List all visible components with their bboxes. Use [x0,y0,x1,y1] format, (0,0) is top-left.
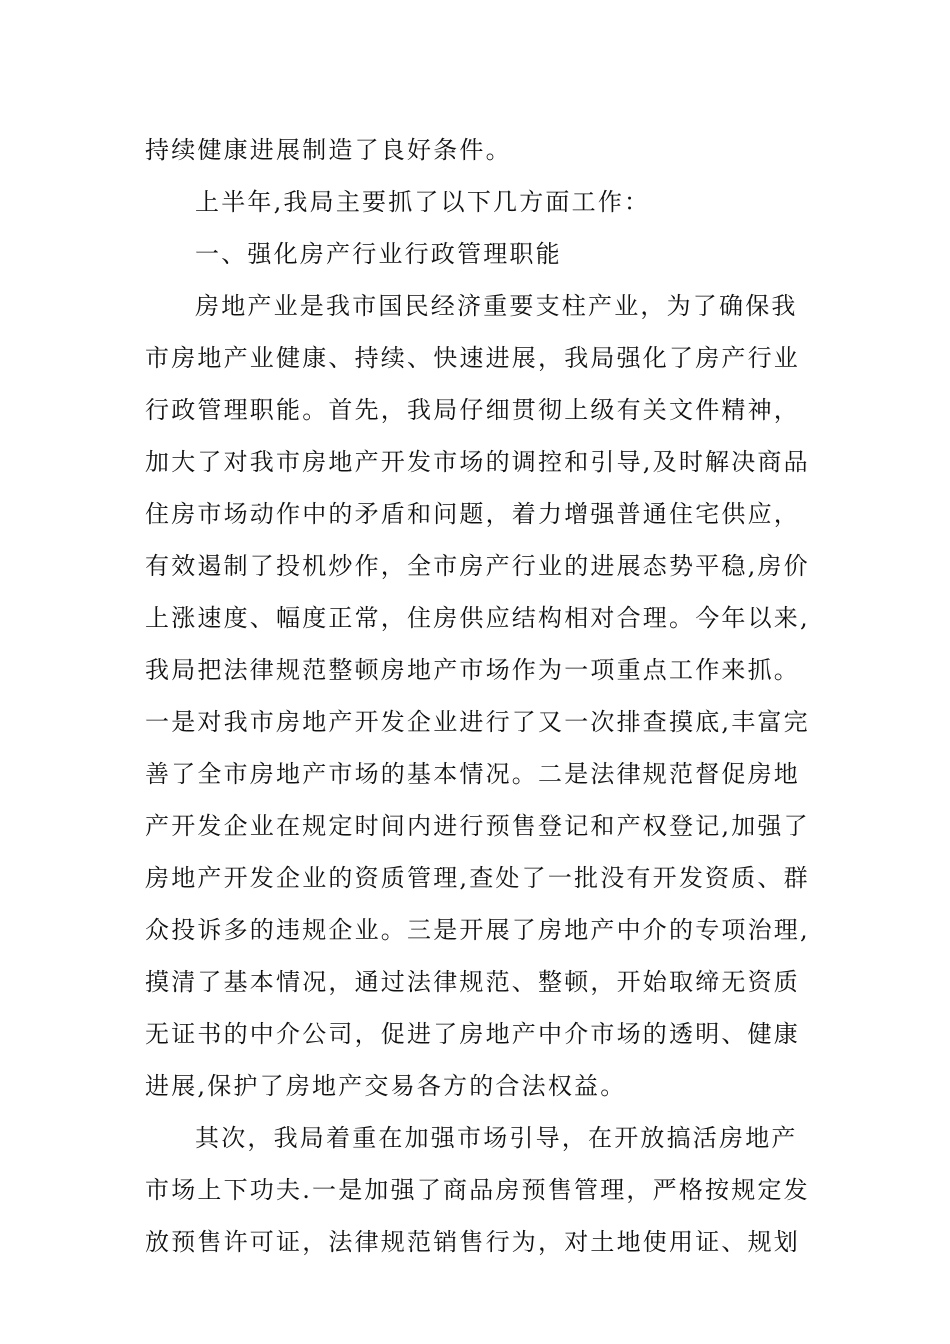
text-line: 我局把法律规范整顿房地产市场作为一项重点工作来抓。 [145,656,800,684]
text-line: 其次，我局着重在加强市场引导，在开放搞活房地产 [195,1124,798,1152]
text-line: 持续健康进展制造了良好条件。 [145,136,512,164]
text-line: 善了全市房地产市场的基本情况。二是法律规范督促房地 [145,760,800,788]
text-line: 市房地产业健康、持续、快速进展，我局强化了房产行业 [145,344,800,372]
text-line: 摸清了基本情况，通过法律规范、整顿，开始取缔无资质 [145,968,800,996]
text-line: 行政管理职能。首先，我局仔细贯彻上级有关文件精神， [145,396,800,424]
text-line: 上涨速度、幅度正常，住房供应结构相对合理。今年以来, [145,604,810,632]
text-line: 加大了对我市房地产开发市场的调控和引导,及时解决商品 [145,448,810,476]
text-line: 住房市场动作中的矛盾和问题，着力增强普通住宅供应， [145,500,800,528]
text-line: 放预售许可证，法律规范销售行为，对土地使用证、规划 [145,1228,800,1256]
text-line: 无证书的中介公司，促进了房地产中介市场的透明、健康 [145,1020,800,1048]
text-line: 上半年,我局主要抓了以下几方面工作： [195,188,651,216]
text-line: 一是对我市房地产开发企业进行了又一次排查摸底,丰富完 [145,708,810,736]
text-line: 众投诉多的违规企业。三是开展了房地产中介的专项治理, [145,916,810,944]
text-line: 有效遏制了投机炒作，全市房产行业的进展态势平稳,房价 [145,552,810,580]
text-line: 房地产业是我市国民经济重要支柱产业，为了确保我 [195,292,798,320]
text-line: 进展,保护了房地产交易各方的合法权益。 [145,1072,627,1100]
text-line: 产开发企业在规定时间内进行预售登记和产权登记,加强了 [145,812,810,840]
text-line: 房地产开发企业的资质管理,查处了一批没有开发资质、群 [145,864,810,892]
section-heading: 一、强化房产行业行政管理职能 [195,240,562,268]
text-line: 市场上下功夫.一是加强了商品房预售管理，严格按规定发 [145,1176,810,1204]
